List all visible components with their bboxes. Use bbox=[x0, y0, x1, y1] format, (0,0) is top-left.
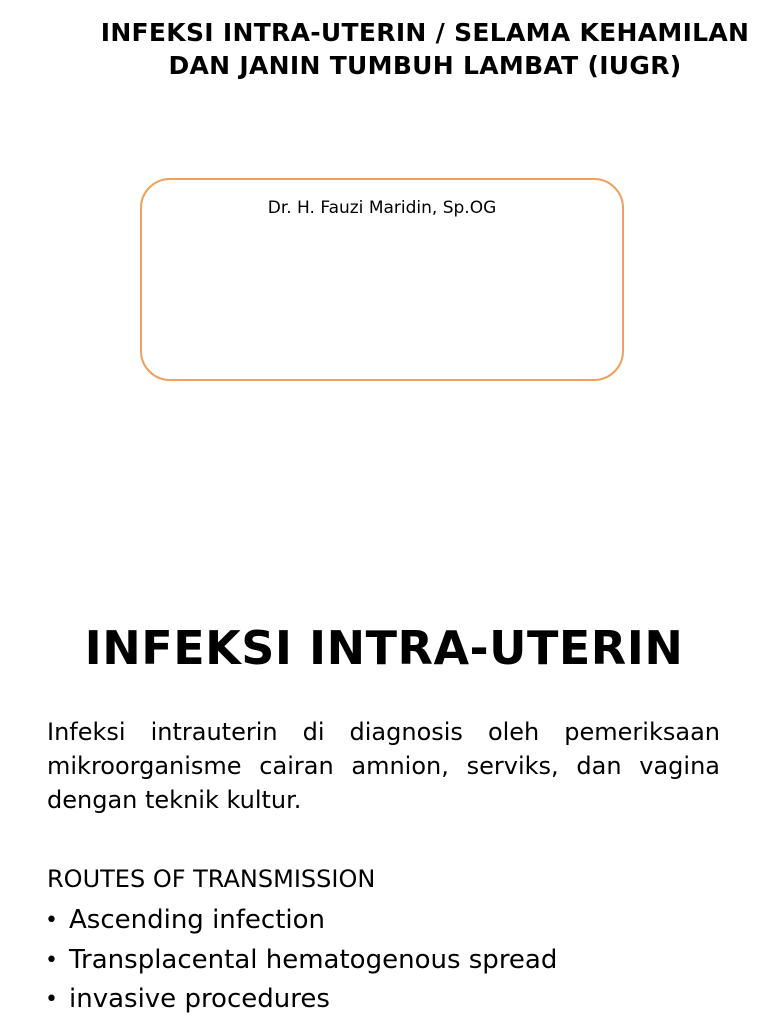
list-item bbox=[45, 941, 557, 981]
bullet-icon: • bbox=[45, 947, 58, 973]
bullet-icon: • bbox=[45, 908, 58, 933]
routes-list bbox=[45, 901, 557, 1020]
author-name: Dr. H. Fauzi Maridin, Sp.OG bbox=[267, 198, 497, 218]
section-heading: INFEKSI INTRA-UTERIN bbox=[84, 621, 684, 675]
slide-title: INFEKSI INTRA-UTERIN / SELAMA KEHAMILAN DAN JANIN TUMBUH LAMBAT (IUGR) bbox=[100, 18, 750, 80]
body-paragraph: Infeksi intrauterin di diagnosis oleh pemeriksaan mikroorganisme cairan amnion, serviks, dan vagina dengan teknik kultur. bbox=[47, 718, 720, 814]
route-label: invasive procedures bbox=[69, 984, 330, 1014]
author-box bbox=[140, 178, 624, 381]
list-item bbox=[45, 901, 557, 941]
route-label: Ascending infection bbox=[69, 905, 326, 935]
route-label: Transplacental hematogenous spread bbox=[69, 944, 558, 975]
list-item bbox=[45, 980, 557, 1020]
routes-heading: ROUTES OF TRANSMISSION bbox=[47, 865, 376, 893]
bullet-icon: • bbox=[45, 987, 58, 1012]
